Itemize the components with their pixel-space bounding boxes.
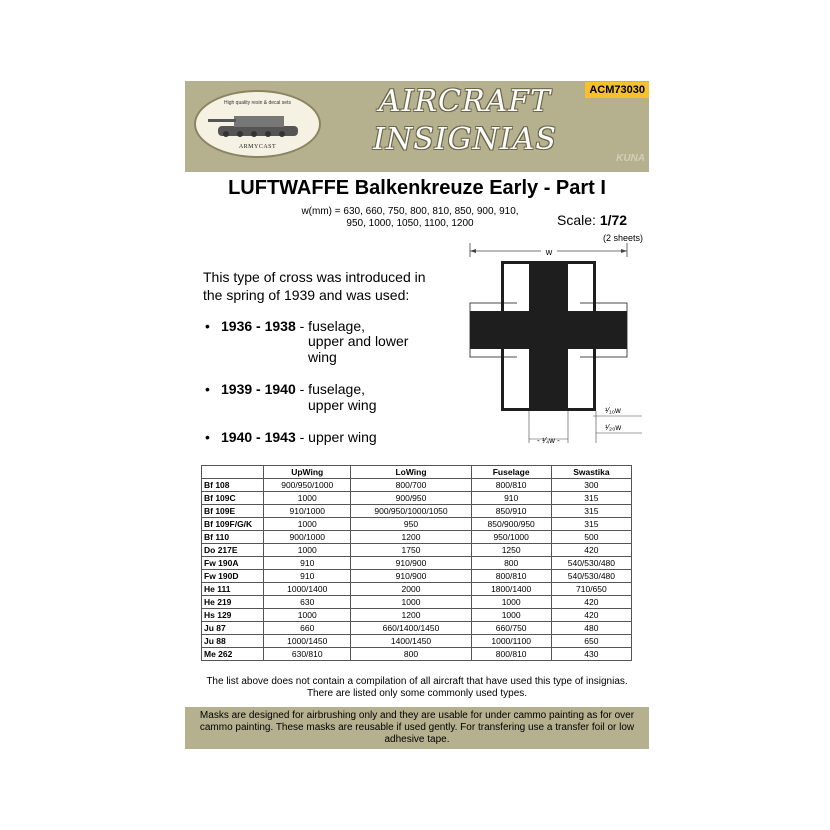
table-cell: 1800/1400 (471, 583, 551, 596)
table-row (202, 622, 632, 635)
table-cell: 1250 (471, 544, 551, 557)
table-cell: 900/1000 (264, 531, 351, 544)
table-row (202, 492, 632, 505)
aircraft-name-cell: Fw 190D (202, 570, 264, 583)
table-note (185, 676, 649, 700)
usage-text: - fuselage, (295, 318, 365, 334)
table-cell: 850/910 (471, 505, 551, 518)
table-cell: 1000 (264, 544, 351, 557)
table-cell: 660 (264, 622, 351, 635)
quarter-w-label: - ¹⁄₄w - (537, 436, 560, 445)
aircraft-name-cell: Bf 109C (202, 492, 264, 505)
table-row (202, 479, 632, 492)
sizes-line-1: w(mm) = 630, 660, 750, 800, 810, 850, 900, 910, (301, 206, 519, 217)
bullet-dot: • (205, 318, 210, 334)
logo-brand: ARMYCAST (238, 144, 277, 150)
table-row (202, 609, 632, 622)
table-cell: 650 (551, 635, 631, 648)
table-row (202, 544, 632, 557)
table-cell: 1750 (351, 544, 471, 557)
title-line-2: INSIGNIAS (373, 122, 557, 157)
table-row (202, 557, 632, 570)
note-line-2: There are listed only some commonly used types. (306, 688, 528, 699)
table-cell: 420 (551, 596, 631, 609)
aircraft-name-cell: Ju 88 (202, 635, 264, 648)
table-cell: 800/810 (471, 479, 551, 492)
table-cell: 800 (471, 557, 551, 570)
table-cell: 1200 (351, 609, 471, 622)
aircraft-name-cell: Hs 129 (202, 609, 264, 622)
footer-notice: Masks are designed for airbrushing only and they are usable for under cammo painting as for over cammo painting. These masks are reusable if used gently. For transfering use a transfer foil or low adhesive tape. (185, 707, 649, 749)
table-cell: 910/1000 (264, 505, 351, 518)
table-cell: 1000/1400 (264, 583, 351, 596)
table-cell: 660/1400/1450 (351, 622, 471, 635)
usage-years: 1939 - 1940 (221, 381, 296, 397)
table-cell: 1000/1100 (471, 635, 551, 648)
table-cell: 800/700 (351, 479, 471, 492)
maker-mark: KUNA (616, 153, 645, 164)
aircraft-name-cell: Bf 109F/G/K (202, 518, 264, 531)
table-cell: 950/1000 (471, 531, 551, 544)
size-table (201, 465, 632, 661)
note-line-1: The list above does not contain a compilation of all aircraft that have used this type of insignias. (206, 676, 628, 687)
table-row (202, 518, 632, 531)
aircraft-name-cell: Bf 110 (202, 531, 264, 544)
aircraft-name-cell: Bf 109E (202, 505, 264, 518)
column-header: LoWing (351, 466, 471, 479)
aircraft-name-cell: Fw 190A (202, 557, 264, 570)
armycast-logo (194, 90, 321, 158)
table-cell: 315 (551, 505, 631, 518)
table-row (202, 570, 632, 583)
table-cell: 850/900/950 (471, 518, 551, 531)
bullet-dot: • (205, 429, 210, 445)
table-row (202, 648, 632, 661)
table-row (202, 531, 632, 544)
aircraft-name-cell: Do 217E (202, 544, 264, 557)
table-cell: 630 (264, 596, 351, 609)
table-cell: 910 (264, 570, 351, 583)
table-cell: 315 (551, 518, 631, 531)
table-cell: 910/900 (351, 570, 471, 583)
table-cell: 1000 (264, 609, 351, 622)
aircraft-name-cell: Ju 87 (202, 622, 264, 635)
scale-caption: Scale: (557, 212, 596, 228)
table-cell: 1200 (351, 531, 471, 544)
table-cell: 900/950/1000/1050 (351, 505, 471, 518)
table-cell: 800 (351, 648, 471, 661)
table-cell: 910 (471, 492, 551, 505)
table-cell: 480 (551, 622, 631, 635)
sizes-line-2: 950, 1000, 1050, 1100, 1200 (346, 218, 474, 229)
table-cell: 630/810 (264, 648, 351, 661)
table-row (202, 596, 632, 609)
balkenkreuz-diagram (467, 243, 642, 463)
sizes-text (285, 206, 535, 230)
usage-continuation: upper wing (308, 397, 377, 413)
aircraft-name-cell: He 219 (202, 596, 264, 609)
column-header: UpWing (264, 466, 351, 479)
column-header (202, 466, 264, 479)
table-cell: 950 (351, 518, 471, 531)
table-cell: 420 (551, 544, 631, 557)
table-cell: 540/530/480 (551, 557, 631, 570)
product-code-badge: ACM73030 (585, 82, 649, 98)
table-cell: 900/950/1000 (264, 479, 351, 492)
instruction-sheet (185, 81, 649, 749)
aircraft-name-cell: Me 262 (202, 648, 264, 661)
sheet-count: (2 sheets) (603, 233, 644, 243)
cross-shape (470, 261, 627, 411)
table-cell: 1400/1450 (351, 635, 471, 648)
scale-label (557, 212, 627, 228)
aircraft-name-cell: He 111 (202, 583, 264, 596)
table-cell: 900/950 (351, 492, 471, 505)
table-cell: 1000 (471, 596, 551, 609)
table-cell: 500 (551, 531, 631, 544)
aircraft-name-cell: Bf 108 (202, 479, 264, 492)
table-cell: 910 (264, 557, 351, 570)
usage-continuation: wing (308, 349, 337, 365)
table-row (202, 583, 632, 596)
page-title: LUFTWAFFE Balkenkreuze Early - Part I (228, 177, 606, 199)
table-cell: 1000 (471, 609, 551, 622)
twentieth-w-label: ¹⁄₂₀w (605, 423, 622, 432)
tenth-w-label: ¹⁄₁₀w (605, 406, 621, 415)
usage-text: - upper wing (295, 429, 377, 445)
table-cell: 710/650 (551, 583, 631, 596)
table-cell: 420 (551, 609, 631, 622)
tank-icon (204, 106, 312, 144)
table-cell: 1000/1450 (264, 635, 351, 648)
bullet-dot: • (205, 381, 210, 397)
table-body (202, 479, 632, 661)
product-title (335, 83, 595, 159)
header-banner (185, 81, 649, 172)
usage-text: - fuselage, (295, 381, 365, 397)
table-cell: 1000 (264, 492, 351, 505)
table-row (202, 505, 632, 518)
table-cell: 800/810 (471, 570, 551, 583)
usage-continuation: upper and lower (308, 333, 409, 349)
usage-years: 1936 - 1938 (221, 318, 296, 334)
usage-years: 1940 - 1943 (221, 429, 296, 445)
table-cell: 660/750 (471, 622, 551, 635)
w-dimension-label: w (545, 247, 553, 257)
scale-value: 1/72 (599, 212, 628, 228)
table-cell: 540/530/480 (551, 570, 631, 583)
table-cell: 430 (551, 648, 631, 661)
table-cell: 2000 (351, 583, 471, 596)
table-cell: 1000 (351, 596, 471, 609)
column-header: Swastika (551, 466, 631, 479)
table-cell: 910/900 (351, 557, 471, 570)
table-cell: 800/810 (471, 648, 551, 661)
table-cell: 300 (551, 479, 631, 492)
title-line-1: AIRCRAFT (378, 84, 552, 119)
table-cell: 315 (551, 492, 631, 505)
intro-text: This type of cross was introduced in the spring of 1939 and was used: (203, 269, 426, 303)
table-cell: 1000 (264, 518, 351, 531)
column-header: Fuselage (471, 466, 551, 479)
table-row (202, 635, 632, 648)
logo-tagline: High quality resin & decal sets (224, 100, 291, 106)
table-header-row (202, 466, 632, 479)
